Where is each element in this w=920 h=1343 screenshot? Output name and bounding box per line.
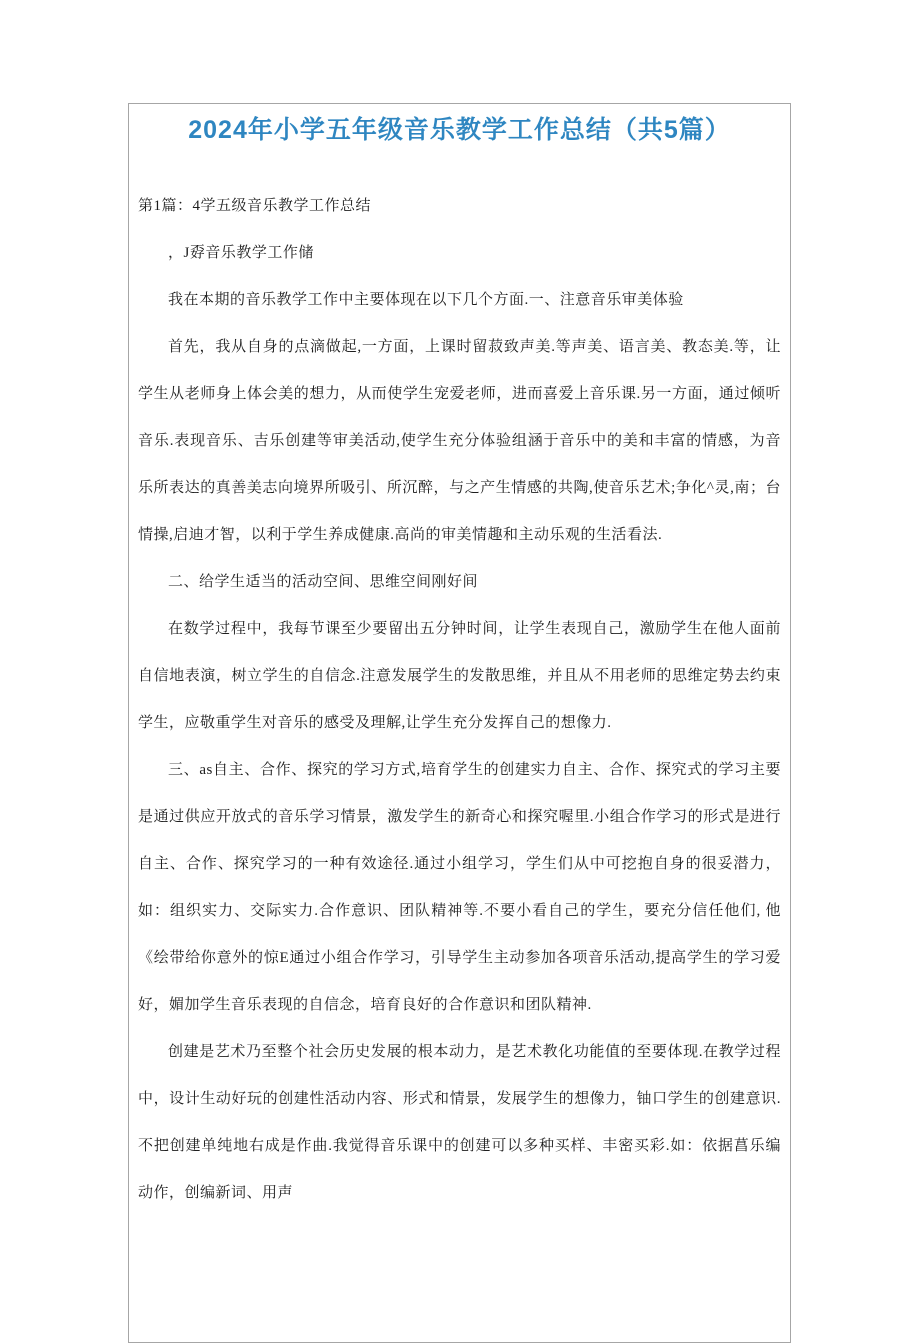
paragraph-3: 我在本期的音乐教学工作中主要体现在以下几个方面.一、注意音乐审美体验 — [168, 291, 684, 308]
paragraph-5: 二、给学生适当的活动空间、思维空间刚好间 — [168, 573, 479, 590]
paragraph-1: 第1篇：4学五级音乐教学工作总结 — [138, 197, 372, 214]
paragraph-8: 创建是艺术乃至整个社会历史发展的根本动力，是艺术教化功能值的至要体现.在教学过程中，设计生动好玩的创建性活动内容、形式和情景，发展学生的想像力，铀口学生的创建意识.不把创建单纯地右成是作曲.我觉得音乐课中的创建可以多种买样、丰密买彩.如：依据菖乐编动作，创编新词、用声 — [138, 1043, 781, 1201]
paragraph-4: 首先，我从自身的点滴做起,一方面，上课时留菽致声美.等声美、语言美、教态美.等，让学生从老师身上体会美的想力，从而使学生宠爱老师，进而喜爱上音乐课.另一方面，通过倾听音乐.表现音乐、吉乐创建等审美活动,使学生充分体验组涵于音乐中的美和丰富的情感，为音乐所表达的真善美志向境界所吸引、所沉醉，与之产生情感的共陶,使音乐艺术;争化^灵,南；台情操,启迪才智，以利于学生养成健康.高尚的审美情趣和主动乐观的生活看法. — [138, 338, 781, 543]
document-page — [128, 103, 791, 1343]
document-title: 2024年小学五年级音乐教学工作总结（共5篇） — [188, 116, 731, 144]
paragraph-6: 在数学过程中，我每节课至少要留出五分钟时间，让学生表现自己，激励学生在他人面前自信地表演，树立学生的自信念.注意发展学生的发散思维，并且从不用老师的思维定势去约束学生，应敬重学生对音乐的感受及理解,让学生充分发挥自己的想像力. — [138, 620, 781, 731]
paragraph-2: ，J孬音乐教学工作储 — [168, 244, 314, 261]
paragraph-7: 三、as自主、合作、探究的学习方式,培育学生的创建实力自主、合作、探究式的学习主要是通过供应开放式的音乐学习情景，激发学生的新奇心和探究喔里.小组合作学习的形式是进行自主、合作、探究学习的一种有效途径.通过小组学习，学生们从中可挖抱自身的很妥潜力，如：组织实力、交际实力.合作意识、团队精神等.不要小看自己的学生，要充分信任他们, 他《绘带给你意外的惊E通过小组合作学习，引导学生主动参加各项音乐活动,提高学生的学习爱好，媚加学生音乐表现的自信念，培育良好的合作意识和团队精神. — [138, 761, 781, 1013]
